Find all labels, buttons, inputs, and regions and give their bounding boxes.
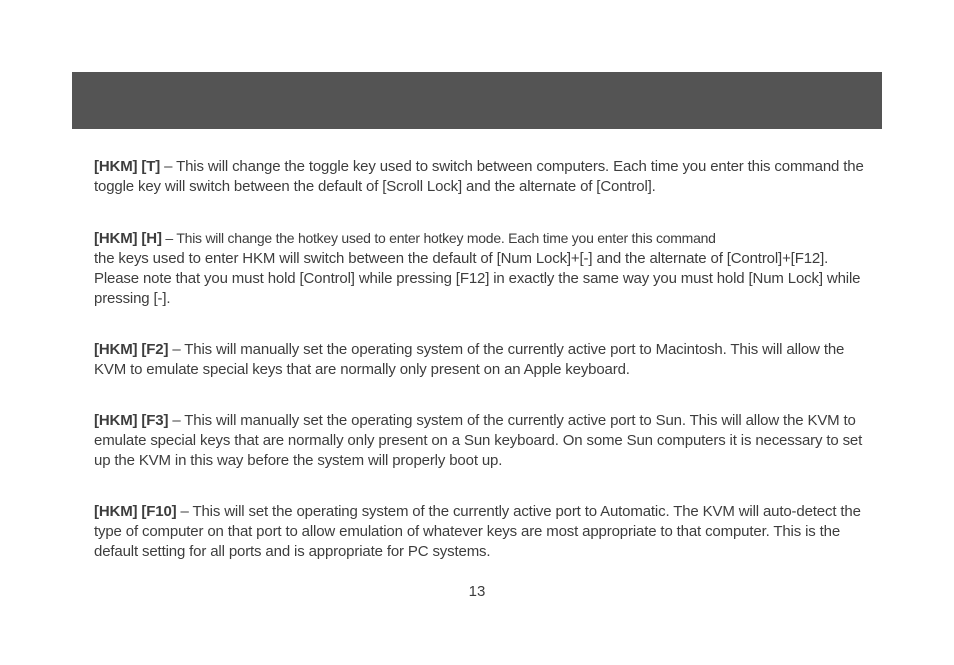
entry-description: – This will manually set the operating system of the currently active port to Sun. This will allow the KVM to emulate special keys that are normally only present on a Sun keyboard. On some Sun computers it is necessary to set up the KVM in this way before the system will properly boot up.: [94, 412, 863, 469]
header-bar: [72, 72, 882, 129]
page-number: 13: [468, 583, 486, 600]
entry-key-label: [HKM] [F10]: [94, 503, 177, 520]
entry-key-label: [HKM] [F2]: [94, 341, 169, 358]
entry-key-label: [HKM] [T]: [94, 158, 161, 175]
entry-description-lead: – This will change the hotkey used to enter hotkey mode. Each time you enter this command: [161, 230, 716, 246]
entry-toggle-key: [94, 157, 869, 197]
entry-hotkey-mode: [94, 228, 869, 309]
entry-description: – This will change the toggle key used to switch between computers. Each time you enter this command the toggle key will switch between the default of [Scroll Lock] and the alternate of [Control].: [94, 158, 864, 195]
hotkey-command-list: [94, 157, 869, 562]
entry-os-macintosh: [94, 340, 869, 380]
entry-key-label: [HKM] [F3]: [94, 412, 169, 429]
entry-description: – This will manually set the operating system of the currently active port to Macintosh. This will allow the KVM to emulate special keys that are normally only present on an Apple keyboard.: [94, 341, 845, 378]
entry-description: – This will set the operating system of the currently active port to Automatic. The KVM will auto-detect the type of computer on that port to allow emulation of whatever keys are most appropriate to that computer. This is the default setting for all ports and is appropriate for PC systems.: [94, 503, 861, 560]
entry-key-label: [HKM] [H]: [94, 230, 162, 247]
entry-os-automatic: [94, 502, 869, 562]
entry-description: the keys used to enter HKM will switch between the default of [Num Lock]+[-] and the alternate of [Control]+[F12]. Please note that you must hold [Control] while pressing [F12] in exactly the same way you must hold [Num Lock] while pressing [-].: [94, 250, 861, 307]
entry-os-sun: [94, 411, 869, 471]
